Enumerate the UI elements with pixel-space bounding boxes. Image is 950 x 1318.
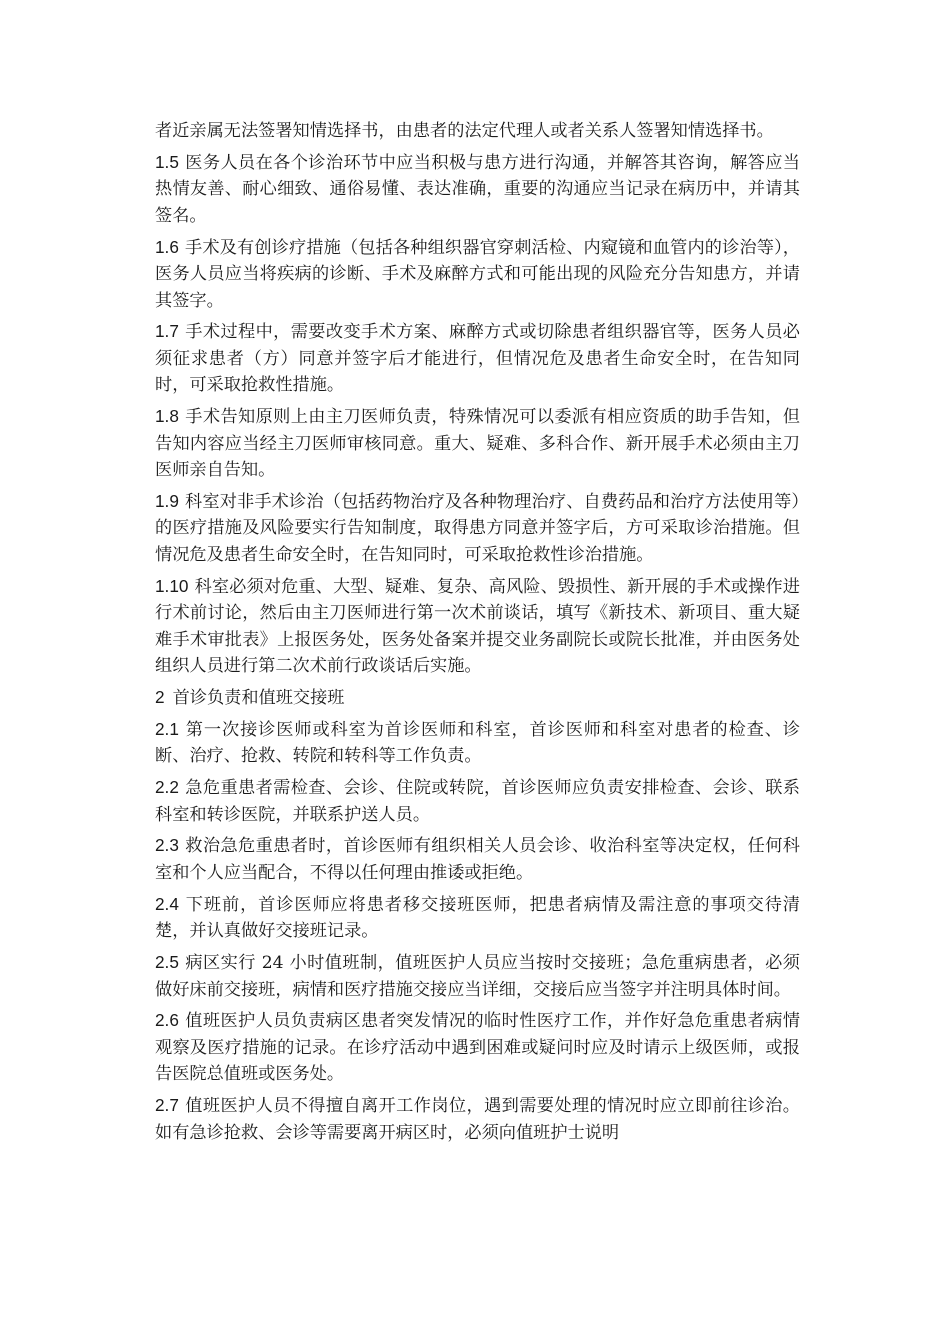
clause-number: 2.1 — [155, 718, 179, 739]
clause-number: 2 — [155, 687, 165, 708]
clause-number: 1.8 — [155, 406, 179, 427]
paragraph-text: 首诊负责和值班交接班 — [172, 688, 345, 709]
clause-number: 1.10 — [155, 575, 189, 596]
paragraph — [155, 149, 800, 230]
paragraph-text: 救治急危重患者时，首诊医师有组织相关人员会诊、收治科室等决定权，任何科室和个人应当配合，不得以任何理由推诿或拒绝。 — [155, 836, 800, 883]
clause-number: 2.7 — [155, 1095, 179, 1116]
paragraph-text: 下班前，首诊医师应将患者移交接班医师，把患者病情及需注意的事项交待清楚，并认真做好交接班记录。 — [155, 894, 800, 942]
paragraph-text: 者近亲属无法签署知情选择书，由患者的法定代理人或者关系人签署知情选择书。 — [155, 121, 774, 141]
paragraph-text: 病区实行 24 小时值班制，值班医护人员应当按时交接班；急危重病患者，必须做好床前交接班，病情和医疗措施交接应当详细，交接后应当签字并注明具体时间。 — [155, 953, 800, 1000]
paragraph — [155, 403, 800, 484]
document-body — [155, 118, 800, 1150]
clause-number: 1.7 — [155, 321, 179, 342]
paragraph — [155, 1092, 800, 1146]
clause-number: 1.6 — [155, 236, 179, 257]
paragraph — [155, 234, 800, 315]
paragraph-text: 值班医护人员不得擅自离开工作岗位，遇到需要处理的情况时应立即前往诊治。如有急诊抢救、会诊等需要离开病区时，必须向值班护士说明 — [155, 1096, 800, 1143]
paragraph — [155, 891, 800, 945]
clause-number: 2.2 — [155, 777, 179, 798]
paragraph — [155, 716, 800, 770]
paragraph — [155, 774, 800, 828]
section-heading — [155, 684, 800, 712]
paragraph-text: 医务人员在各个诊治环节中应当积极与患方进行沟通，并解答其咨询，解答应当热情友善、耐心细致、通俗易懂、表达准确，重要的沟通应当记录在病历中，并请其签名。 — [155, 152, 800, 226]
paragraph-text: 科室必须对危重、大型、疑难、复杂、高风险、毁损性、新开展的手术或操作进行术前讨论，然后由主刀医师进行第一次术前谈话，填写《新技术、新项目、重大疑难手术审批表》上报医务处，医务处备案并提交业务副院长或院长批准，并由医务处组织人员进行第二次术前行政谈话后实施。 — [155, 576, 800, 677]
paragraph — [155, 832, 800, 886]
paragraph — [155, 573, 800, 680]
paragraph-text: 科室对非手术诊治（包括药物治疗及各种物理治疗、自费药品和治疗方法使用等）的医疗措施及风险要实行告知制度，取得患方同意并签字后，方可采取诊治措施。但情况危及患者生命安全时，在告知同时，可采取抢救性诊治措施。 — [155, 491, 800, 565]
paragraph — [155, 118, 800, 145]
clause-number: 2.5 — [155, 952, 179, 973]
clause-number: 1.9 — [155, 490, 179, 511]
clause-number: 2.6 — [155, 1010, 179, 1031]
paragraph — [155, 488, 800, 569]
clause-number: 1.5 — [155, 151, 179, 172]
paragraph — [155, 1007, 800, 1088]
clause-number: 2.4 — [155, 893, 179, 914]
paragraph-text: 急危重患者需检查、会诊、住院或转院，首诊医师应负责安排检查、会诊、联系科室和转诊医院，并联系护送人员。 — [155, 778, 800, 825]
paragraph-text: 第一次接诊医师或科室为首诊医师和科室，首诊医师和科室对患者的检查、诊断、治疗、抢救、转院和转科等工作负责。 — [155, 719, 800, 767]
paragraph-text: 值班医护人员负责病区患者突发情况的临时性医疗工作，并作好急危重患者病情观察及医疗措施的记录。在诊疗活动中遇到困难或疑问时应及时请示上级医师，或报告医院总值班或医务处。 — [155, 1011, 800, 1085]
clause-number: 2.3 — [155, 835, 179, 856]
paragraph-text: 手术及有创诊疗措施（包括各种组织器官穿刺活检、内窥镜和血管内的诊治等），医务人员应当将疾病的诊断、手术及麻醉方式和可能出现的风险充分告知患方，并请其签字。 — [155, 237, 800, 311]
paragraph-text: 手术告知原则上由主刀医师负责，特殊情况可以委派有相应资质的助手告知，但告知内容应当经主刀医师审核同意。重大、疑难、多科合作、新开展手术必须由主刀医师亲自告知。 — [155, 407, 800, 481]
paragraph — [155, 318, 800, 399]
paragraph-text: 手术过程中，需要改变手术方案、麻醉方式或切除患者组织器官等，医务人员必须征求患者（方）同意并签字后才能进行，但情况危及患者生命安全时，在告知同时，可采取抢救性措施。 — [155, 322, 800, 396]
paragraph — [155, 949, 800, 1003]
